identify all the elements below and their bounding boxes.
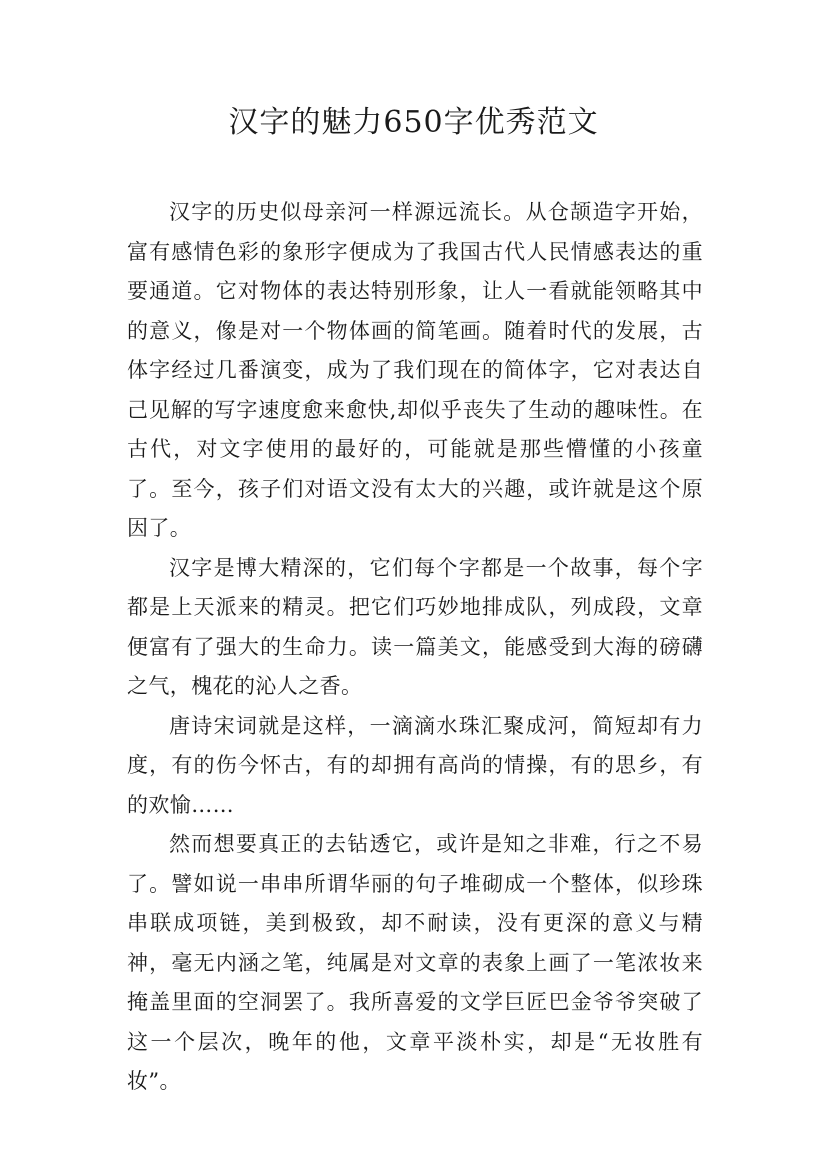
paragraph-3: 唐诗宋词就是这样，一滴滴水珠汇聚成河，简短却有力度，有的伤今怀古，有的却拥有高尚的情操，有的思乡，有的欢愉…… xyxy=(127,713,703,817)
document-title: 汉字的魅力650字优秀范文 xyxy=(228,105,599,140)
paragraph-1: 汉字的历史似母亲河一样源远流长。从仓颉造字开始，富有感情色彩的象形字便成为了我国古代人民情感表达的重要通道。它对物体的表达特别形象，让人一看就能领略其中的意义，像是对一个物体画的简笔画。随着时代的发展，古体字经过几番演变，成为了我们现在的简体字，它对表达自己见解的写字速度愈来愈快,却似乎丧失了生动的趣味性。在古代，对文字使用的最好的，可能就是那些懵懂的小孩童了。至今，孩子们对语文没有太大的兴趣，或许就是这个原因了。 xyxy=(127,200,703,540)
document-body xyxy=(127,193,703,1102)
paragraph-4: 然而想要真正的去钻透它，或许是知之非难，行之不易了。譬如说一串串所谓华丽的句子堆砌成一个整体，似珍珠串联成项链，美到极致，却不耐读，没有更深的意义与精神，毫无内涵之笔，纯属是对文章的表象上画了一笔浓妆来掩盖里面的空洞罢了。我所喜爱的文学巨匠巴金爷爷突破了这一个层次，晚年的他，文章平淡朴实，却是“无妆胜有妆”。 xyxy=(127,832,703,1093)
paragraph-2: 汉字是博大精深的，它们每个字都是一个故事，每个字都是上天派来的精灵。把它们巧妙地排成队，列成段，文章便富有了强大的生命力。读一篇美文，能感受到大海的磅礴之气，槐花的沁人之香。 xyxy=(127,555,703,698)
